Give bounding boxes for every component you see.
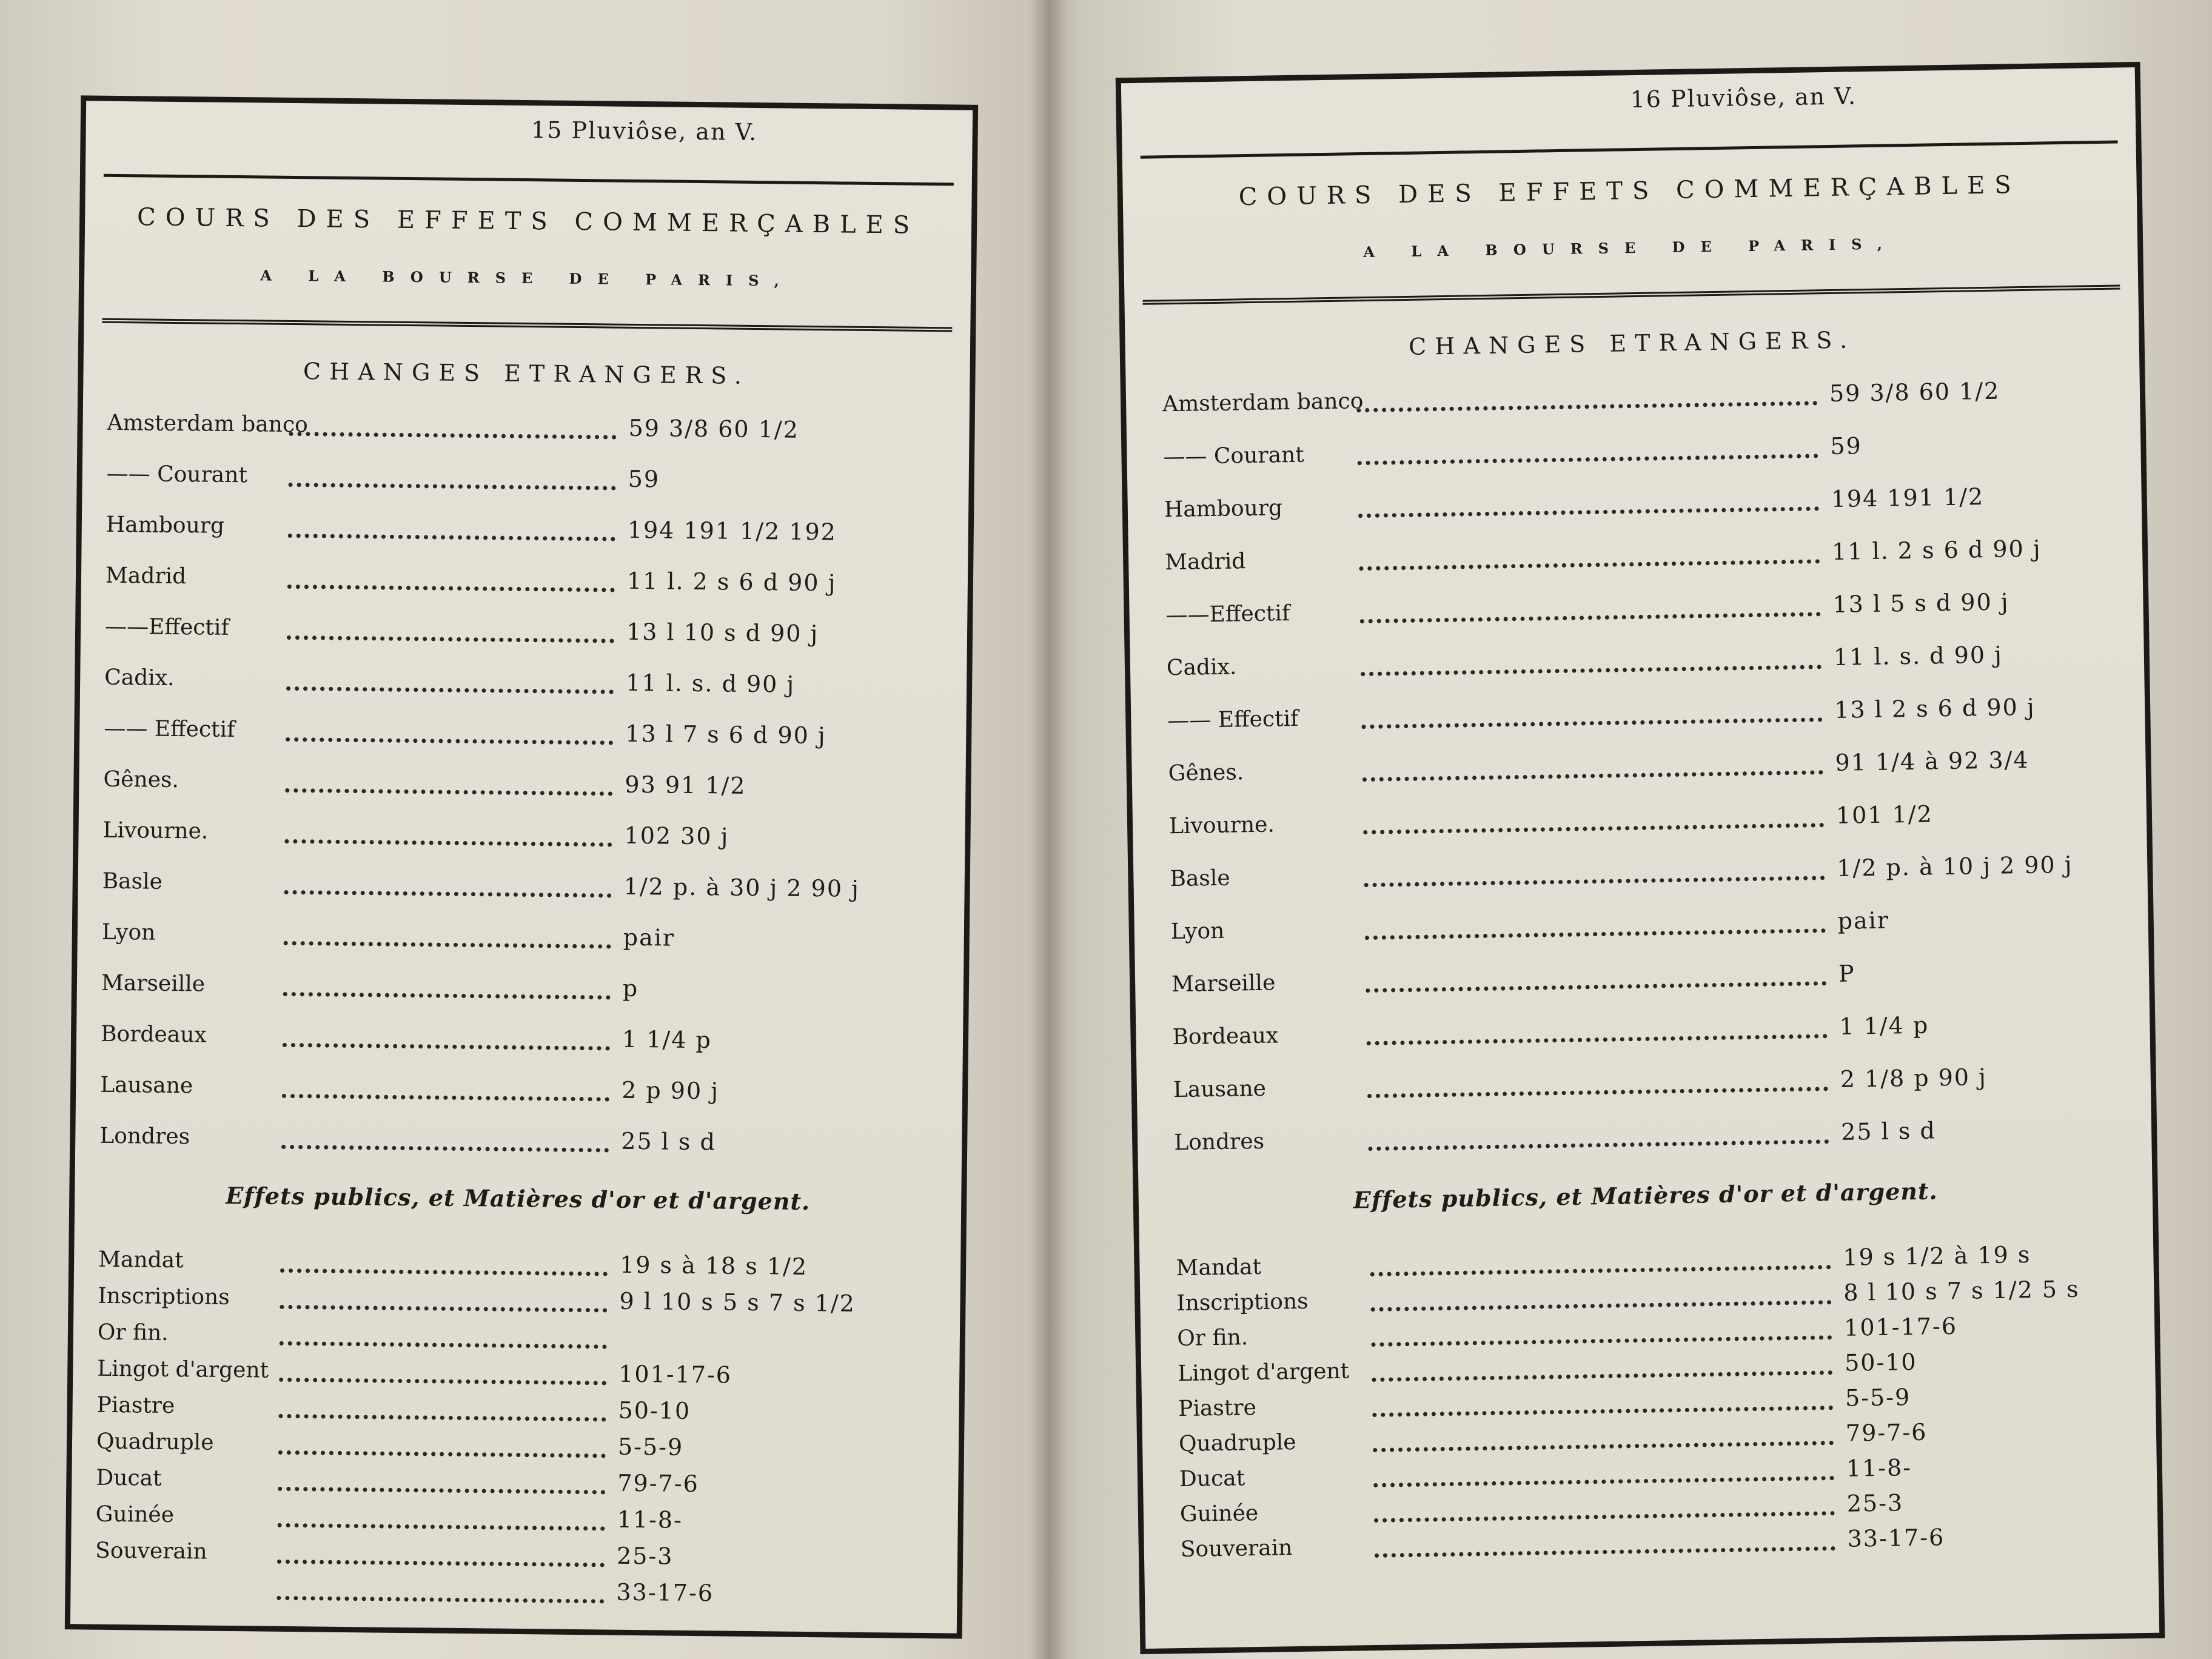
left-change-leader-dots bbox=[289, 483, 616, 491]
right-effet-name: Piastre bbox=[1178, 1395, 1257, 1422]
right-effet-value: 19 s 1/2 à 19 s bbox=[1843, 1241, 2031, 1271]
right-change-leader-dots bbox=[1360, 612, 1821, 623]
left-change-leader-dots bbox=[287, 635, 614, 643]
left-effet-name: Mandat bbox=[98, 1247, 184, 1273]
right-effet-leader-dots bbox=[1371, 1335, 1832, 1347]
right-change-row bbox=[1130, 640, 2145, 692]
left-effet-value: 50-10 bbox=[618, 1396, 691, 1424]
left-effet-name: Lingot d'argent bbox=[97, 1356, 269, 1383]
left-change-value: 2 p 90 j bbox=[621, 1076, 720, 1105]
right-effet-leader-dots bbox=[1371, 1300, 1832, 1312]
left-effet-leader-dots bbox=[280, 1269, 608, 1276]
left-change-row bbox=[77, 919, 964, 965]
right-effet-name: Souverain bbox=[1180, 1535, 1293, 1563]
left-effet-leader-dots bbox=[278, 1450, 606, 1458]
left-change-name: Marseille bbox=[101, 970, 206, 997]
right-change-name: Madrid bbox=[1164, 549, 1246, 575]
right-change-name: Cadix. bbox=[1166, 654, 1237, 681]
left-change-name: Londres bbox=[99, 1123, 190, 1150]
left-change-value: pair bbox=[623, 923, 675, 951]
left-effet-leader-dots bbox=[280, 1341, 607, 1349]
left-change-leader-dots bbox=[281, 1145, 609, 1153]
left-effet-value: 33-17-6 bbox=[616, 1578, 714, 1607]
left-change-name: Livourne. bbox=[102, 817, 209, 844]
right-change-leader-dots bbox=[1356, 401, 1817, 412]
left-effet-name: Piastre bbox=[96, 1392, 175, 1419]
left-change-name: Cadix. bbox=[104, 665, 175, 691]
right-change-name: Bordeaux bbox=[1172, 1023, 1279, 1050]
left-effet-leader-dots bbox=[278, 1414, 606, 1422]
right-effet-value: 8 l 10 s 7 s 1/2 5 s bbox=[1843, 1275, 2080, 1306]
right-change-value: 91 1/4 à 92 3/4 bbox=[1835, 746, 2029, 776]
left-change-row bbox=[79, 716, 967, 761]
right-change-value: 101 1/2 bbox=[1835, 800, 1934, 829]
right-change-value: 11 l. 2 s 6 d 90 j bbox=[1831, 535, 2042, 565]
right-effet-leader-dots bbox=[1373, 1441, 1834, 1452]
left-change-leader-dots bbox=[285, 788, 612, 796]
right-change-name: Amsterdam banco bbox=[1162, 389, 1364, 417]
right-change-value: 194 191 1/2 bbox=[1831, 483, 1985, 512]
right-section-effets: Effets publics, et Matières d'or et d'argent. bbox=[1353, 1177, 1939, 1214]
left-change-name: Basle bbox=[102, 868, 163, 894]
left-change-name: Gênes. bbox=[103, 766, 179, 793]
right-change-value: 2 1/8 p 90 j bbox=[1840, 1064, 1988, 1093]
right-change-row bbox=[1137, 1062, 2151, 1114]
right-change-leader-dots bbox=[1363, 823, 1824, 834]
left-page-subtitle: A LA BOURSE DE PARIS, bbox=[260, 266, 796, 290]
left-change-name: Amsterdam banco bbox=[107, 410, 309, 438]
right-change-leader-dots bbox=[1367, 1034, 1828, 1045]
left-change-name: Madrid bbox=[105, 563, 187, 589]
right-change-name: Marseille bbox=[1171, 970, 1276, 997]
left-change-row bbox=[78, 817, 965, 863]
right-change-value: 11 l. s. d 90 j bbox=[1833, 641, 2003, 671]
left-change-row bbox=[76, 1021, 964, 1067]
right-effet-name: Mandat bbox=[1176, 1254, 1262, 1281]
right-change-name: ——Effectif bbox=[1165, 601, 1290, 628]
left-effet-leader-dots bbox=[279, 1378, 606, 1386]
left-change-value: 13 l 7 s 6 d 90 j bbox=[625, 720, 826, 749]
left-change-leader-dots bbox=[282, 1094, 609, 1102]
right-change-leader-dots bbox=[1365, 928, 1826, 940]
left-effet-leader-dots bbox=[278, 1487, 605, 1495]
right-change-value: P bbox=[1838, 960, 1855, 987]
left-change-row bbox=[77, 970, 964, 1016]
right-change-leader-dots bbox=[1359, 559, 1820, 571]
left-change-row bbox=[81, 563, 968, 608]
left-change-name: Lausane bbox=[99, 1072, 193, 1099]
left-change-value: 59 bbox=[628, 465, 660, 493]
right-change-name: Livourne. bbox=[1168, 812, 1275, 839]
right-effet-name: Or fin. bbox=[1177, 1325, 1248, 1352]
left-change-name: Bordeaux bbox=[100, 1021, 207, 1048]
left-effet-value: 9 l 10 s 5 s 7 s 1/2 bbox=[619, 1287, 856, 1317]
right-header-rule-bottom bbox=[1142, 284, 2120, 304]
right-effet-leader-dots bbox=[1372, 1370, 1832, 1382]
left-change-leader-dots bbox=[283, 1043, 610, 1051]
left-section-changes: CHANGES ETRANGERS. bbox=[303, 358, 751, 389]
left-page-date: 15 Pluviôse, an V. bbox=[531, 116, 758, 146]
left-change-row bbox=[82, 461, 969, 506]
left-change-value: 11 l. s. d 90 j bbox=[625, 669, 796, 698]
right-effet-name: Guinée bbox=[1179, 1501, 1259, 1527]
left-change-leader-dots bbox=[284, 839, 612, 847]
left-effet-value: 79-7-6 bbox=[617, 1469, 699, 1498]
right-change-value: 25 l s d bbox=[1840, 1117, 1937, 1145]
right-change-leader-dots bbox=[1362, 770, 1823, 782]
left-effet-name: Guinée bbox=[95, 1501, 175, 1528]
right-page bbox=[1116, 62, 2165, 1654]
left-change-row bbox=[76, 1072, 963, 1118]
right-change-value: 1 1/4 p bbox=[1839, 1011, 1929, 1040]
left-change-row bbox=[81, 512, 968, 557]
left-change-row bbox=[80, 665, 967, 710]
left-change-value: 1/2 p. à 30 j 2 90 j bbox=[623, 873, 860, 902]
right-change-name: Hambourg bbox=[1164, 495, 1283, 523]
left-change-name: —— Effectif bbox=[104, 716, 235, 743]
right-change-row bbox=[1133, 851, 2148, 903]
right-header-rule-top bbox=[1141, 140, 2118, 158]
left-change-leader-dots bbox=[286, 737, 613, 745]
right-change-row bbox=[1127, 429, 2141, 481]
left-change-row bbox=[78, 868, 965, 914]
left-change-value: 13 l 10 s d 90 j bbox=[626, 618, 819, 648]
left-change-value: 59 3/8 60 1/2 bbox=[628, 414, 800, 443]
left-change-value: p bbox=[622, 974, 639, 1002]
right-change-leader-dots bbox=[1358, 506, 1819, 518]
right-effet-value: 25-3 bbox=[1846, 1489, 1904, 1517]
right-change-value: pair bbox=[1837, 907, 1890, 934]
right-change-name: —— Effectif bbox=[1167, 706, 1299, 734]
right-page-subtitle: A LA BOURSE DE PARIS, bbox=[1363, 235, 1899, 261]
left-change-value: 194 191 1/2 192 bbox=[627, 516, 837, 546]
left-effet-value: 19 s à 18 s 1/2 bbox=[619, 1251, 808, 1280]
right-change-value: 59 3/8 60 1/2 bbox=[1829, 377, 2000, 407]
right-effet-leader-dots bbox=[1375, 1546, 1835, 1558]
left-effet-name: Or fin. bbox=[97, 1319, 169, 1346]
left-change-value: 1 1/4 p bbox=[622, 1025, 712, 1054]
left-effet-name: Inscriptions bbox=[98, 1283, 230, 1310]
right-change-row bbox=[1133, 799, 2147, 851]
left-effet-leader-dots bbox=[277, 1560, 605, 1567]
right-effet-name: Quadruple bbox=[1178, 1430, 1296, 1457]
right-change-name: Gênes. bbox=[1168, 760, 1244, 786]
left-change-name: Lyon bbox=[101, 919, 156, 945]
right-change-row bbox=[1135, 957, 2150, 1009]
right-change-leader-dots bbox=[1361, 717, 1822, 729]
right-change-value: 59 bbox=[1830, 432, 1863, 460]
right-change-row bbox=[1134, 904, 2149, 956]
right-effet-value: 5-5-9 bbox=[1845, 1384, 1911, 1412]
right-change-leader-dots bbox=[1368, 1139, 1829, 1151]
left-change-name: Hambourg bbox=[106, 512, 225, 538]
right-effet-name: Inscriptions bbox=[1176, 1289, 1309, 1316]
left-change-row bbox=[79, 766, 966, 812]
right-change-value: 1/2 p. à 10 j 2 90 j bbox=[1836, 851, 2073, 882]
left-change-name: ——Effectif bbox=[104, 614, 229, 640]
right-effet-name: Ducat bbox=[1179, 1466, 1245, 1492]
left-effet-name: Souverain bbox=[95, 1538, 207, 1564]
right-section-changes: CHANGES ETRANGERS. bbox=[1408, 326, 1856, 360]
left-effet-value: 5-5-9 bbox=[617, 1433, 684, 1461]
right-effet-name: Lingot d'argent bbox=[1177, 1358, 1350, 1387]
right-effet-value: 50-10 bbox=[1844, 1348, 1918, 1376]
right-effet-value: 101-17-6 bbox=[1843, 1312, 1958, 1341]
right-change-leader-dots bbox=[1364, 876, 1825, 887]
left-change-value: 11 l. 2 s 6 d 90 j bbox=[626, 567, 837, 597]
right-change-row bbox=[1131, 746, 2146, 798]
left-change-row bbox=[75, 1123, 962, 1168]
left-effet-value: 25-3 bbox=[616, 1542, 674, 1570]
left-section-effets: Effets publics, et Matières d'or et d'argent. bbox=[226, 1181, 811, 1216]
right-effet-leader-dots bbox=[1373, 1476, 1834, 1487]
left-effet-value: 101-17-6 bbox=[618, 1360, 732, 1389]
right-effet-value: 33-17-6 bbox=[1847, 1524, 1945, 1552]
right-change-row bbox=[1129, 588, 2143, 640]
right-change-name: Lyon bbox=[1170, 918, 1225, 945]
right-page-title: COURS DES EFFETS COMMERÇABLES bbox=[1238, 171, 2022, 212]
left-change-value: 102 30 j bbox=[624, 822, 729, 850]
left-page-title: COURS DES EFFETS COMMERÇABLES bbox=[136, 203, 920, 240]
right-change-row bbox=[1131, 693, 2145, 745]
right-change-leader-dots bbox=[1366, 981, 1826, 993]
right-change-value: 13 l 5 s d 90 j bbox=[1832, 588, 2009, 618]
left-change-leader-dots bbox=[287, 585, 615, 592]
right-change-row bbox=[1138, 1115, 2152, 1167]
left-effet-leader-dots bbox=[280, 1305, 607, 1313]
left-change-value: 93 91 1/2 bbox=[625, 771, 746, 799]
left-header-rule-bottom bbox=[102, 318, 952, 332]
left-effet-value: 11-8- bbox=[617, 1506, 683, 1533]
right-change-value: 13 l 2 s 6 d 90 j bbox=[1834, 693, 2036, 723]
right-change-row bbox=[1128, 482, 2142, 534]
left-change-name: —— Courant bbox=[106, 461, 248, 488]
left-change-leader-dots bbox=[289, 432, 616, 440]
left-effet-leader-dots bbox=[278, 1523, 605, 1531]
right-page-date: 16 Pluviôse, an V. bbox=[1630, 82, 1857, 113]
left-change-leader-dots bbox=[286, 686, 614, 694]
left-change-leader-dots bbox=[284, 941, 611, 949]
left-header-rule-top bbox=[104, 174, 954, 186]
left-effet-name: Quadruple bbox=[96, 1429, 214, 1455]
right-change-row bbox=[1126, 377, 2140, 429]
right-effet-leader-dots bbox=[1372, 1406, 1833, 1417]
right-change-row bbox=[1136, 1010, 2150, 1062]
right-change-name: —— Courant bbox=[1163, 442, 1304, 470]
book-gutter bbox=[1031, 0, 1067, 1659]
right-effet-leader-dots bbox=[1370, 1265, 1831, 1276]
right-change-leader-dots bbox=[1361, 665, 1822, 676]
left-effet-leader-dots bbox=[276, 1596, 604, 1604]
left-effet-name: Ducat bbox=[96, 1465, 162, 1491]
left-page bbox=[65, 95, 978, 1638]
left-change-value: 25 l s d bbox=[621, 1127, 717, 1156]
right-change-name: Londres bbox=[1173, 1128, 1265, 1156]
left-change-leader-dots bbox=[288, 534, 615, 541]
right-effet-value: 79-7-6 bbox=[1845, 1418, 1928, 1447]
right-effet-leader-dots bbox=[1374, 1511, 1835, 1523]
right-change-name: Lausane bbox=[1173, 1076, 1267, 1103]
left-change-leader-dots bbox=[284, 890, 612, 898]
left-change-row bbox=[82, 410, 970, 455]
right-change-leader-dots bbox=[1358, 454, 1818, 465]
left-change-leader-dots bbox=[283, 992, 611, 1000]
right-effet-value: 11-8- bbox=[1846, 1454, 1912, 1482]
right-change-name: Basle bbox=[1170, 865, 1230, 892]
right-change-row bbox=[1128, 535, 2143, 587]
left-change-row bbox=[81, 614, 968, 659]
right-change-leader-dots bbox=[1367, 1087, 1828, 1098]
